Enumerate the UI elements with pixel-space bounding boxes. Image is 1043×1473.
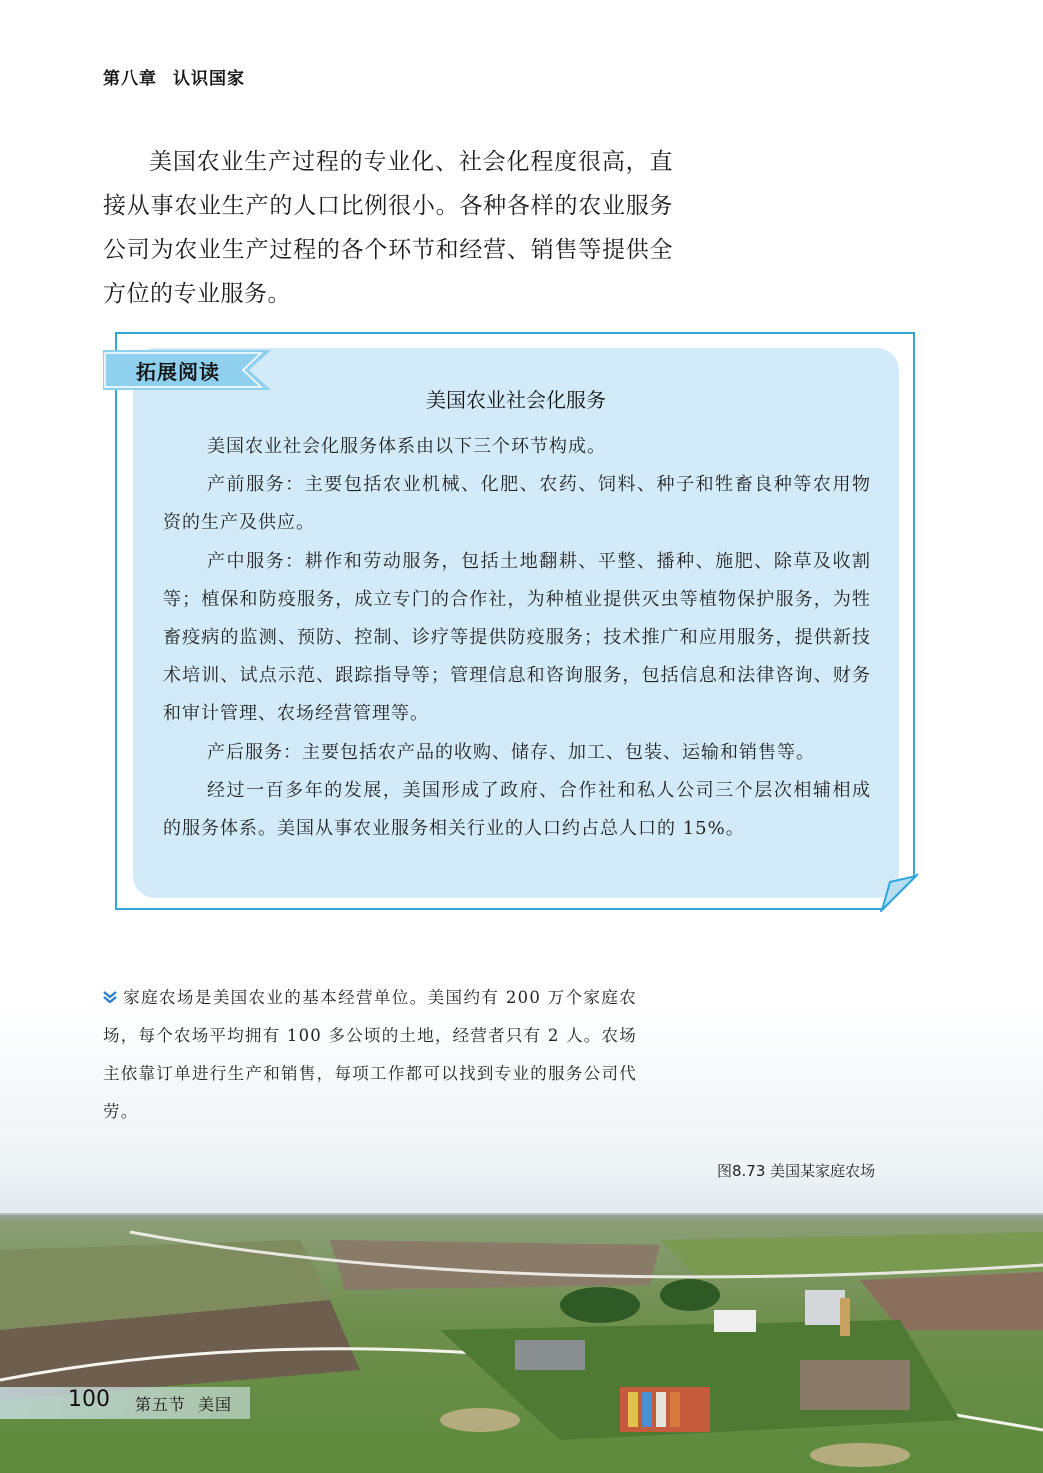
reading-paragraph: 产后服务：主要包括农产品的收购、储存、加工、包装、运输和销售等。 bbox=[207, 741, 815, 763]
chapter-header bbox=[103, 64, 245, 89]
reading-paragraph: 产中服务：耕作和劳动服务，包括土地翻耕、平整、播种、施肥、除草及收割等；植保和防疫服务，成立专门的合作社，为种植业提供灭虫等植物保护服务，为牲畜疫病的监测、预防、控制、诊疗等提供防疫服务；技术推广和应用服务，提供新技术培训、试点示范、跟踪指导等；管理信息和咨询服务，包括信息和法律咨询、财务和审计管理、农场经营管理等。 bbox=[163, 550, 871, 725]
footer-section bbox=[135, 1392, 232, 1415]
photo-note-text: 家庭农场是美国农业的基本经营单位。美国约有 200 万个家庭农场，每个农场平均拥有 100 多公顷的土地，经营者只有 2 人。农场主依靠订单进行生产和销售，每项工作都可以找到专业的服务公司代劳。 bbox=[103, 988, 637, 1121]
photo-note bbox=[103, 979, 637, 1131]
footer-section-country: 美国 bbox=[198, 1395, 233, 1414]
page-number: 100 bbox=[68, 1387, 110, 1412]
reading-paragraph: 产前服务：主要包括农业机械、化肥、农药、饲料、种子和牲畜良种等农用物资的生产及供应。 bbox=[163, 474, 871, 534]
footer-section-number: 第五节 bbox=[135, 1395, 187, 1414]
double-chevron-down-icon bbox=[103, 990, 117, 1004]
reading-box-body bbox=[163, 428, 871, 848]
intro-paragraph: 美国农业生产过程的专业化、社会化程度很高，直接从事农业生产的人口比例很小。各种各样的农业服务公司为农业生产过程的各个环节和经营、销售等提供全方位的专业服务。 bbox=[103, 149, 673, 307]
reading-tab-label: 拓展阅读 bbox=[136, 360, 220, 384]
figure-caption: 图8.73 美国某家庭农场 bbox=[717, 1162, 876, 1180]
reading-box-title: 美国农业社会化服务 bbox=[426, 388, 606, 412]
chapter-title: 认识国家 bbox=[173, 69, 245, 89]
page-fold-corner-icon bbox=[880, 872, 918, 912]
chapter-number: 第八章 bbox=[103, 69, 157, 89]
reading-paragraph: 经过一百多年的发展，美国形成了政府、合作社和私人公司三个层次相辅相成的服务体系。美国从事农业服务相关行业的人口约占总人口的 15%。 bbox=[163, 779, 871, 840]
reading-paragraph: 美国农业社会化服务体系由以下三个环节构成。 bbox=[207, 436, 606, 457]
